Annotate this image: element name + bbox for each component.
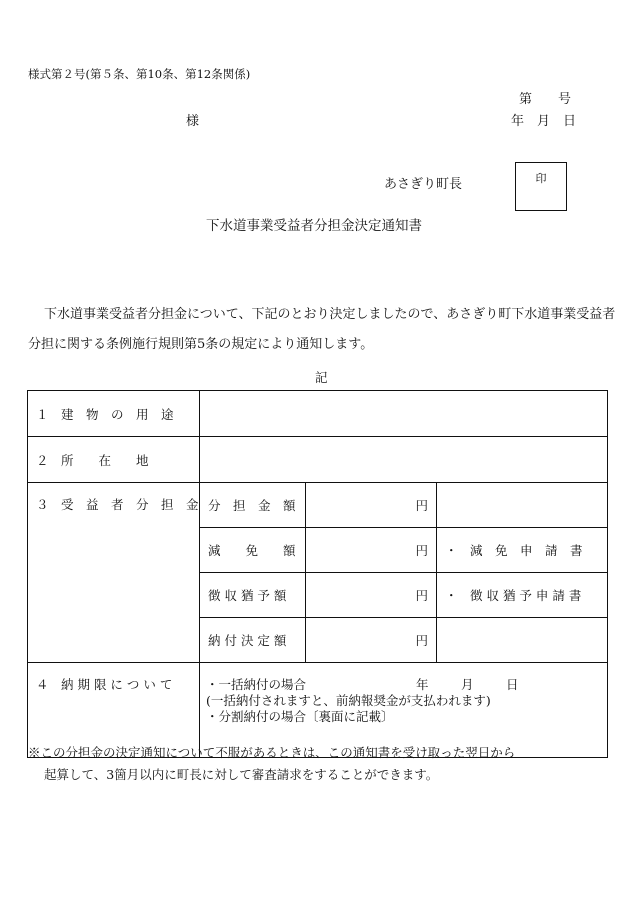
- document-title: 下水道事業受益者分担金決定通知書: [206, 218, 422, 234]
- document-number-label: 第 号: [519, 92, 572, 107]
- seal-box: [515, 162, 567, 211]
- recipient-suffix: 様: [186, 114, 200, 129]
- notice-table: [27, 390, 608, 758]
- deferral-application-note: ・ 徴 収 猶 予 申 請 書: [437, 573, 608, 618]
- charge-amount-note: [437, 483, 608, 528]
- exemption-label: 減 免 額: [200, 528, 306, 573]
- deadline-label: ４ 納 期 限 に つ い て: [28, 663, 200, 758]
- lump-sum-text: ・一括納付の場合: [206, 677, 307, 692]
- building-use-label: １ 建 物 の 用 途: [28, 391, 200, 437]
- charge-label: ３ 受 益 者 分 担 金: [28, 483, 200, 663]
- payment-decision-label: 納 付 決 定 額: [200, 618, 306, 663]
- footnote-line-1: ※この分担金の決定通知について不服があるときは、この通知書を受け取った翌日から: [28, 745, 516, 760]
- exemption-yen: 円: [306, 528, 437, 573]
- lump-sum-row: [206, 677, 601, 693]
- location-value: [200, 437, 608, 483]
- prepayment-reward-note: (一括納付されますと、前納報奨金が支払われます): [206, 693, 491, 708]
- deadline-day: 日: [506, 677, 519, 692]
- deadline-month: 月: [461, 677, 474, 692]
- charge-amount-yen: 円: [306, 483, 437, 528]
- footnote-line-2: 起算して、3箇月以内に町長に対して審査請求をすることができます。: [44, 767, 439, 782]
- body-paragraph: 下水道事業受益者分担金について、下記のとおり決定しましたので、あさぎり町下水道事業受益者分担に関する条例施行規則第5条の規定により通知します。: [28, 307, 616, 352]
- issuer-name: あさぎり町長: [384, 177, 463, 192]
- payment-decision-note: [437, 618, 608, 663]
- deadline-year: 年: [416, 677, 429, 692]
- building-use-value: [200, 391, 608, 437]
- charge-amount-label: 分 担 金 額: [200, 483, 306, 528]
- installment-note: ・分割納付の場合〔裏面に記載〕: [206, 709, 394, 724]
- date-label: 年 月 日: [511, 114, 577, 129]
- deferral-yen: 円: [306, 573, 437, 618]
- seal-label: 印: [535, 172, 547, 185]
- payment-decision-yen: 円: [306, 618, 437, 663]
- form-number: 様式第２号(第５条、第10条、第12条関係): [28, 67, 251, 81]
- deferral-label: 徴 収 猶 予 額: [200, 573, 306, 618]
- objection-footnote: [28, 742, 628, 786]
- location-label: ２ 所 在 地: [28, 437, 200, 483]
- ki-heading: 記: [315, 370, 328, 385]
- exemption-application-note: ・ 減 免 申 請 書: [437, 528, 608, 573]
